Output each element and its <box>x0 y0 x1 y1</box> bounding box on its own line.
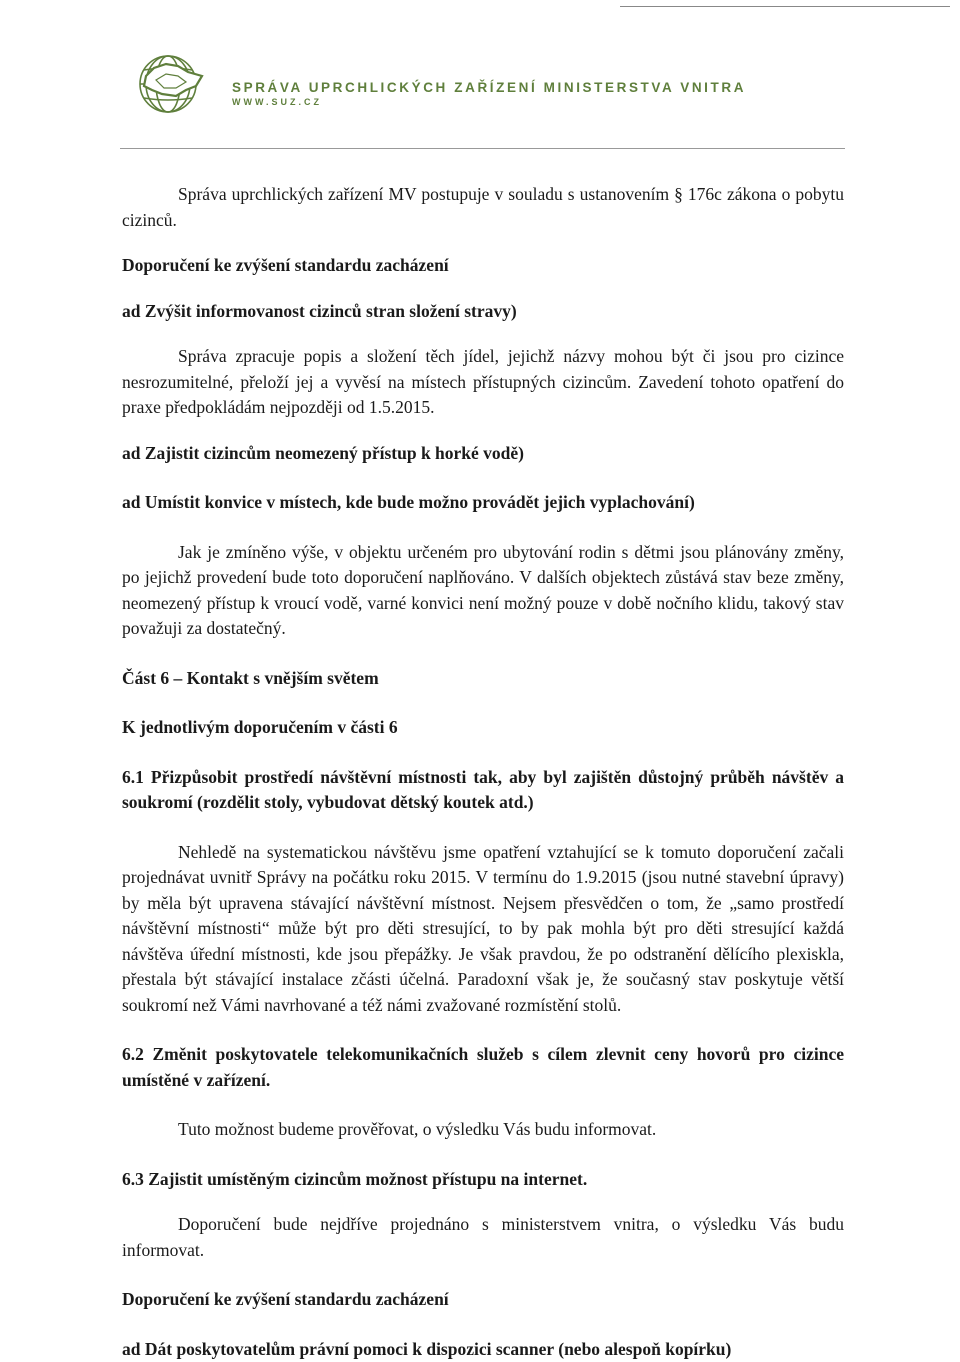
heading-6-2: 6.2 Změnit poskytovatele telekomunikačních služeb s cílem zlevnit ceny hovorů pro cizince umístěné v zařízení. <box>122 1042 844 1093</box>
paragraph-kettles: Jak je zmíněno výše, v objektu určeném pro ubytování rodin s dětmi jsou plánovány změny, po jejichž provedení bude toto doporučení naplňováno. V dalších objektech zůstává stav beze změny, neomezený přístup k vroucí vodě, varné konvici není možný pouze v době nočního klidu, takový stav považuji za dostatečný. <box>122 540 844 642</box>
heading-part-6-recommendations: K jednotlivým doporučením v části 6 <box>122 715 844 741</box>
paragraph-compliance: Správa uprchlických zařízení MV postupuje v souladu s ustanovením § 176c zákona o pobytu cizinců. <box>122 182 844 233</box>
heading-food-information: ad Zvýšit informovanost cizinců stran složení stravy) <box>122 299 844 325</box>
heading-recommendation-standard: Doporučení ke zvýšení standardu zacházení <box>122 253 844 279</box>
heading-hot-water: ad Zajistit cizincům neomezený přístup k horké vodě) <box>122 441 844 467</box>
header-divider <box>120 148 845 149</box>
paragraph-food-description: Správa zpracuje popis a složení těch jídel, jejichž názvy mohou být či jsou pro cizince nesrozumitelné, přeloží jej a vyvěsí na místech přístupných cizincům. Zavedení tohoto opatření do praxe předpokládám nejpozději od 1.5.2015. <box>122 344 844 421</box>
top-edge-line <box>620 6 950 7</box>
heading-part-6: Část 6 – Kontakt s vnějším světem <box>122 666 844 692</box>
organization-website: WWW.SUZ.CZ <box>232 97 322 107</box>
paragraph-6-3: Doporučení bude nejdříve projednáno s ministerstvem vnitra, o výsledku Vás budu informovat. <box>122 1212 844 1263</box>
heading-scanner: ad Dát poskytovatelům právní pomoci k dispozici scanner (nebo alespoň kopírku) <box>122 1337 844 1362</box>
globe-map-logo-icon <box>132 46 208 122</box>
heading-6-3: 6.3 Zajistit umístěným cizincům možnost přístupu na internet. <box>122 1167 844 1193</box>
heading-6-1: 6.1 Přizpůsobit prostředí návštěvní místnosti tak, aby byl zajištěn důstojný průběh návštěv a soukromí (rozdělit stoly, vybudovat dětský koutek atd.) <box>122 765 844 816</box>
paragraph-6-2: Tuto možnost budeme prověřovat, o výsledku Vás budu informovat. <box>122 1117 844 1143</box>
organization-name: SPRÁVA UPRCHLICKÝCH ZAŘÍZENÍ MINISTERSTVA VNITRA <box>232 80 746 95</box>
paragraph-6-1: Nehledě na systematickou návštěvu jsme opatření vztahující se k tomuto doporučení začali projednávat uvnitř Správy na počátku roku 2015. V termínu do 1.9.2015 (jsou nutné stavební úpravy) by měla být upravena stávající návštěvní místnost. Nejsem přesvědčen o tom, že „samo prostředí návštěvní místnosti“ může být pro děti stresující, to by pak mohla být pro děti stresující každá návštěva úřední místnosti, kde jsou přepážky. Je však pravdou, že po odstranění dělícího plexiskla, přestala být stávající instalace zčásti účelná. Paradoxní však je, že současný stav poskytuje větší soukromí než Vámi navrhované a též námi zvažované rozmístění stolů. <box>122 840 844 1019</box>
heading-kettles: ad Umístit konvice v místech, kde bude možno provádět jejich vyplachování) <box>122 490 844 516</box>
letter-body <box>122 182 844 1362</box>
heading-recommendation-standard-2: Doporučení ke zvýšení standardu zacházení <box>122 1287 844 1313</box>
